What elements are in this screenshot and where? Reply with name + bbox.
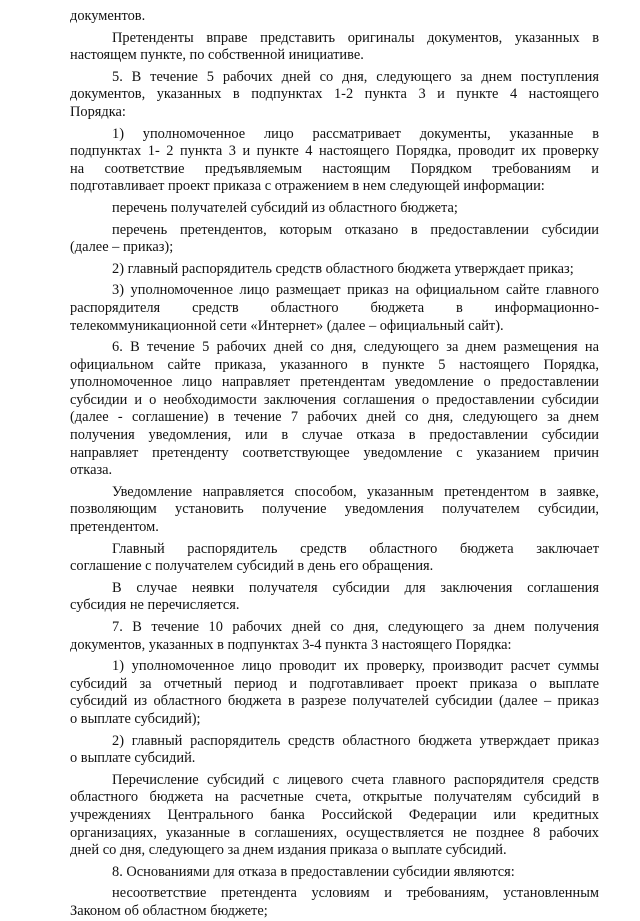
text-line: на соответствие предъявляемым настоящим Порядком требованиям и xyxy=(70,160,599,177)
paragraph xyxy=(70,261,599,279)
text-line: документов, указанных в подпунктах 3-4 пункта 3 настоящего Порядка: xyxy=(70,636,512,653)
text-line: Претенденты вправе представить оригиналы документов, указанных в xyxy=(112,29,599,46)
text-line: Уведомление направляется способом, указанным претендентом в заявке, xyxy=(112,483,599,500)
text-line: получения уведомления, или в случае отказа в предоставлении субсидии xyxy=(70,427,599,444)
text-line: 5. В течение 5 рабочих дней со дня, следующего за днем поступления xyxy=(112,68,599,85)
text-line: документов. xyxy=(70,8,146,24)
paragraph xyxy=(70,69,599,122)
text-line: субсидия не перечисляется. xyxy=(70,597,240,614)
paragraph xyxy=(70,222,599,257)
text-line: Главный распорядитель средств областного бюджета заключает xyxy=(112,540,599,557)
paragraph xyxy=(70,541,599,576)
text-line: 6. В течение 5 рабочих дней со дня, следующего за днем размещения на xyxy=(112,339,599,356)
text-line: документов, указанных в подпунктах 1-2 пункта 3 и пункте 4 настоящего xyxy=(70,86,599,103)
text-line: субсидии и о необходимости заключения соглашения о предоставлении субсидии xyxy=(70,391,599,408)
text-line: Перечисление субсидий с лицевого счета главного распорядителя средств xyxy=(112,771,599,788)
text-line: субсидий за отчетный период и подготавливает проект приказа о выплате xyxy=(70,675,599,692)
text-line: дней со дня, следующего за днем издания приказа о выплате субсидий. xyxy=(70,842,507,859)
text-line: подготавливает проект приказа с отражением в нем следующей информации: xyxy=(70,178,545,195)
paragraph xyxy=(70,885,599,920)
text-line: организациях, указанные в соглашениях, осуществляется не позднее 8 рабочих xyxy=(70,824,599,841)
text-line: перечень получателей субсидий из областного бюджета; xyxy=(112,199,458,216)
text-line: официальном сайте приказа, указанного в пункте 5 настоящего Порядка, xyxy=(70,356,599,373)
paragraph xyxy=(70,30,599,65)
text-line: перечень претендентов, которым отказано в предоставлении субсидии xyxy=(112,221,599,238)
text-line: о выплате субсидий. xyxy=(70,750,196,767)
text-line: Порядка: xyxy=(70,103,126,120)
text-line: позволяющим установить получение уведомления получателем субсидии, xyxy=(70,501,599,518)
text-line: 2) главный распорядитель средств областного бюджета утверждает приказ; xyxy=(112,260,574,277)
text-line: областного бюджета на расчетные счета, открытые получателям субсидий в xyxy=(70,789,599,806)
text-line: претендентом. xyxy=(70,519,159,536)
text-line: соглашение с получателем субсидий в день его обращения. xyxy=(70,558,434,575)
text-line: Законом об областном бюджете; xyxy=(70,902,268,919)
text-line: (далее - соглашение) в течение 7 рабочих дней со дня, следующего за днем xyxy=(70,409,599,426)
paragraph xyxy=(70,126,599,196)
text-line: направляет претенденту соответствующее уведомление с указанием причин xyxy=(70,444,599,461)
text-line: 2) главный распорядитель средств областного бюджета утверждает приказ xyxy=(112,732,599,749)
text-line: настоящем пункте, по собственной инициативе. xyxy=(70,47,364,64)
paragraph xyxy=(70,658,599,728)
text-line: о выплате субсидий); xyxy=(70,710,201,727)
text-line: телекоммуникационной сети «Интернет» (далее – официальный сайт). xyxy=(70,317,504,334)
text-line: 1) уполномоченное лицо рассматривает документы, указанные в xyxy=(112,125,599,142)
text-line: уполномоченное лицо направляет претендентам уведомление о предоставлении xyxy=(70,374,599,391)
text-line: подпунктах 1- 2 пункта 3 и пункте 4 настоящего Порядка, проводит их проверку xyxy=(70,143,599,160)
paragraph xyxy=(70,772,599,860)
paragraph xyxy=(70,339,599,480)
text-line: учреждениях Центрального банка Российской Федерации или кредитных xyxy=(70,806,599,823)
text-line: несоответствие претендента условиям и требованиям, установленным xyxy=(112,885,599,902)
paragraph xyxy=(70,8,599,26)
text-line: В случае неявки получателя субсидии для заключения соглашения xyxy=(112,579,599,596)
text-line: 1) уполномоченное лицо проводит их проверку, производит расчет суммы xyxy=(112,658,599,675)
text-line: субсидий из областного бюджета в разрезе получателей субсидии (далее – приказ xyxy=(70,693,599,710)
paragraph xyxy=(70,580,599,615)
text-line: (далее – приказ); xyxy=(70,239,174,256)
paragraph xyxy=(70,864,599,882)
paragraph xyxy=(70,733,599,768)
text-line: отказа. xyxy=(70,462,113,479)
paragraph xyxy=(70,200,599,218)
paragraph xyxy=(70,484,599,537)
paragraph xyxy=(70,619,599,654)
paragraph xyxy=(70,282,599,335)
text-line: распорядителя средств областного бюджета в информационно- xyxy=(70,299,599,316)
text-line: 3) уполномоченное лицо размещает приказ на официальном сайте главного xyxy=(112,282,599,299)
text-line: 8. Основаниями для отказа в предоставлении субсидии являются: xyxy=(112,863,515,880)
text-line: 7. В течение 10 рабочих дней со дня, следующего за днем получения xyxy=(112,619,599,635)
